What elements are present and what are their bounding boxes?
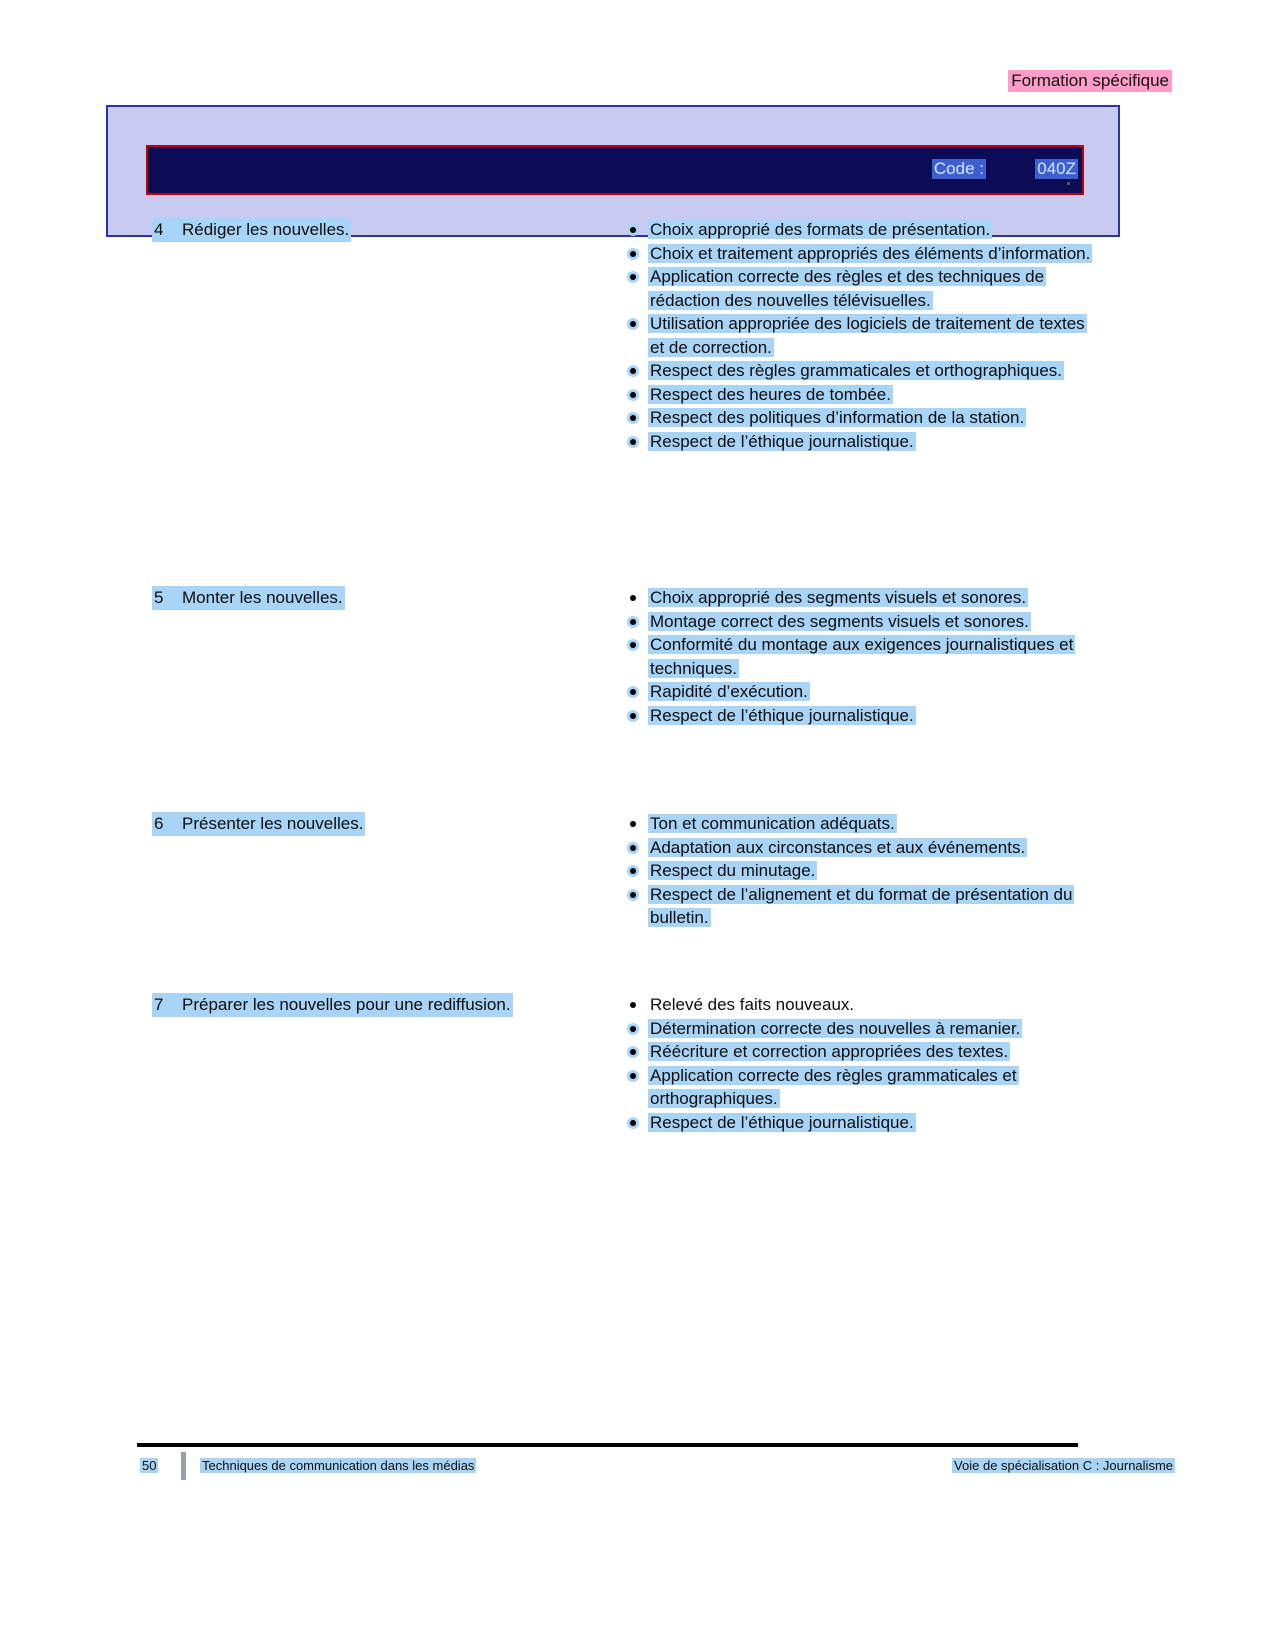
bullet-icon xyxy=(630,251,636,257)
task-label: Monter les nouvelles. xyxy=(182,588,343,607)
task-criteria-table xyxy=(0,218,1275,1199)
criterion-text: Adaptation aux circonstances et aux événements. xyxy=(650,837,1026,857)
list-item xyxy=(626,383,1096,407)
bullet-icon xyxy=(630,439,636,445)
bullet-icon xyxy=(630,1026,636,1032)
criterion-text: Montage correct des segments visuels et sonores. xyxy=(650,611,1029,631)
task-entry xyxy=(152,812,365,836)
criterion-text: Respect de l’éthique journalistique. xyxy=(650,431,914,451)
criterion-text: Détermination correcte des nouvelles à remanier. xyxy=(650,1018,1021,1038)
task-number: 6 xyxy=(154,814,164,833)
list-item xyxy=(626,586,1096,610)
bullet-icon xyxy=(630,1120,636,1126)
list-item xyxy=(626,312,1096,359)
bullet-icon xyxy=(630,227,636,233)
task-cell xyxy=(152,586,612,610)
criteria-cell xyxy=(626,993,1096,1134)
list-item xyxy=(626,265,1096,312)
task-number: 7 xyxy=(154,995,164,1014)
list-item xyxy=(626,859,1096,883)
bullet-icon xyxy=(630,415,636,421)
bullet-icon xyxy=(630,368,636,374)
task-label: Rédiger les nouvelles. xyxy=(182,220,350,239)
criteria-cell xyxy=(626,812,1096,930)
list-item xyxy=(626,1111,1096,1135)
bullet-icon xyxy=(630,821,636,827)
criterion-text: Choix et traitement appropriés des éléments d’information. xyxy=(650,243,1091,263)
footer-right-text: Voie de spécialisation C : Journalisme xyxy=(954,1458,1173,1473)
criterion-text: Choix approprié des formats de présentation. xyxy=(650,220,991,239)
bullet-icon xyxy=(630,595,636,601)
criterion-text: Respect de l’éthique journalistique. xyxy=(650,705,914,725)
task-entry xyxy=(152,993,513,1017)
criterion-text: Choix approprié des segments visuels et sonores. xyxy=(650,588,1027,607)
bullet-icon xyxy=(630,689,636,695)
bullet-icon xyxy=(630,642,636,648)
criteria-cell xyxy=(626,218,1096,453)
table-row xyxy=(0,586,1275,796)
footer-page-number: 50 xyxy=(142,1458,157,1473)
list-item xyxy=(626,218,1096,242)
list-item xyxy=(626,1017,1096,1041)
list-item xyxy=(626,242,1096,266)
footer-marker xyxy=(181,1452,186,1480)
criterion-text: Respect des règles grammaticales et orthographiques. xyxy=(650,361,1062,380)
list-item xyxy=(626,430,1096,454)
list-item xyxy=(626,610,1096,634)
task-label: Préparer les nouvelles pour une rediffusion. xyxy=(182,995,511,1014)
task-cell xyxy=(152,218,612,242)
bullet-icon xyxy=(630,845,636,851)
list-item xyxy=(626,836,1096,860)
criterion-text: Conformité du montage aux exigences journalistiques et techniques. xyxy=(650,635,1074,678)
code-value: 040Z xyxy=(1037,159,1076,178)
criterion-text: Relevé des faits nouveaux. xyxy=(650,995,855,1014)
bullet-icon xyxy=(630,392,636,398)
table-row xyxy=(0,218,1275,570)
bullet-icon xyxy=(630,1002,636,1008)
header-section-label: Formation spécifique xyxy=(1008,70,1172,92)
competence-code-band xyxy=(146,145,1084,195)
bullet-icon xyxy=(630,619,636,625)
bullet-icon xyxy=(630,868,636,874)
list-item xyxy=(626,812,1096,836)
criterion-text: Réécriture et correction appropriées des textes. xyxy=(650,1042,1009,1061)
criterion-text: Ton et communication adéquats. xyxy=(650,814,895,833)
table-row xyxy=(0,993,1275,1183)
list-item xyxy=(626,993,1096,1017)
task-number: 4 xyxy=(154,220,164,239)
criteria-cell xyxy=(626,586,1096,727)
bullet-icon xyxy=(630,713,636,719)
criterion-text: Respect de l’alignement et du format de présentation du bulletin. xyxy=(650,884,1073,927)
criterion-text: Rapidité d’exécution. xyxy=(650,682,808,701)
criterion-text: Respect de l’éthique journalistique. xyxy=(650,1112,914,1132)
footer-left-text: Techniques de communication dans les médias xyxy=(202,1458,475,1473)
list-item xyxy=(626,704,1096,728)
criterion-text: Respect du minutage. xyxy=(650,861,816,880)
list-item xyxy=(626,883,1096,930)
table-row xyxy=(0,812,1275,977)
criteria-list xyxy=(626,218,1096,453)
criterion-text: Respect des politiques d’information de la station. xyxy=(650,408,1025,427)
list-item xyxy=(626,680,1096,704)
list-item xyxy=(626,1064,1096,1111)
task-entry xyxy=(152,218,351,242)
code-label: Code : xyxy=(933,159,984,178)
criterion-text: Application correcte des règles grammaticales et orthographiques. xyxy=(650,1065,1017,1108)
task-cell xyxy=(152,812,612,836)
footer-divider xyxy=(137,1443,1078,1447)
task-number: 5 xyxy=(154,588,164,607)
task-entry xyxy=(152,586,345,610)
criterion-text: Utilisation appropriée des logiciels de traitement de textes et de correction. xyxy=(650,314,1085,357)
criterion-text: Respect des heures de tombée. xyxy=(650,384,891,404)
task-label: Présenter les nouvelles. xyxy=(182,814,364,833)
bullet-icon xyxy=(630,321,636,327)
criterion-text: Application correcte des règles et des techniques de rédaction des nouvelles télévisuelles. xyxy=(650,267,1045,310)
list-item xyxy=(626,359,1096,383)
bullet-icon xyxy=(630,892,636,898)
criteria-list xyxy=(626,586,1096,727)
criteria-list xyxy=(626,812,1096,930)
bullet-icon xyxy=(630,274,636,280)
bullet-icon xyxy=(630,1073,636,1079)
bullet-icon xyxy=(630,1049,636,1055)
list-item xyxy=(626,406,1096,430)
code-band-dot xyxy=(1067,182,1070,185)
list-item xyxy=(626,633,1096,680)
criteria-list xyxy=(626,993,1096,1134)
list-item xyxy=(626,1040,1096,1064)
task-cell xyxy=(152,993,622,1017)
